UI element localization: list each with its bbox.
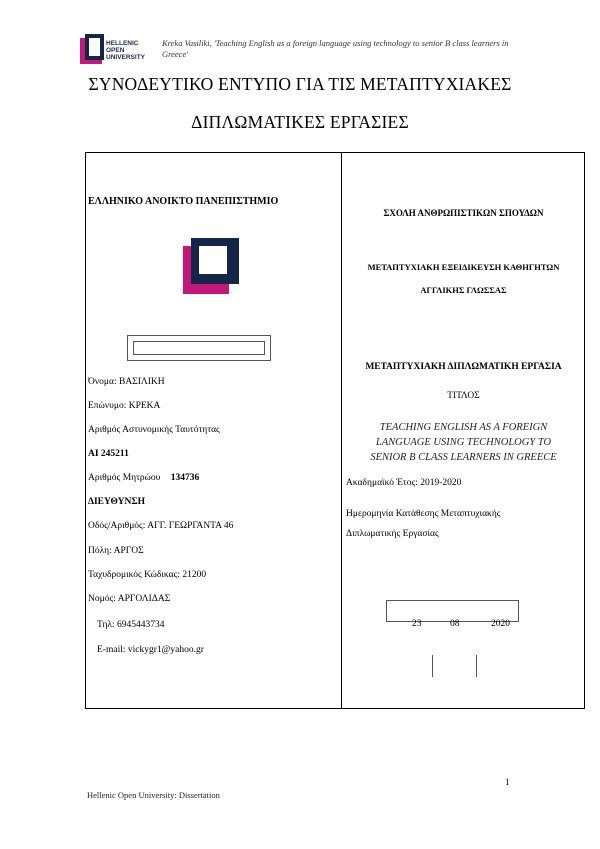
city-field: Πόλη: ΑΡΓΟΣ	[88, 546, 144, 556]
page-number: 1	[505, 777, 510, 787]
date-separator-right	[476, 655, 477, 677]
phone-field: Τηλ: 6945443734	[97, 620, 165, 630]
academic-year: Ακαδημαϊκό Έτος: 2019-2020	[346, 478, 462, 488]
address-heading: ΔΙΕΥΘΥΝΣΗ	[88, 497, 145, 507]
date-separator-left	[432, 655, 433, 677]
date-month: 08	[450, 619, 460, 629]
thesis-title-line-3: SENIOR B CLASS LEARNERS IN GREECE	[370, 452, 557, 463]
surname-field: Επώνυμο: ΚΡΕΚΑ	[88, 401, 161, 411]
page-title-line-2: ΔΙΠΛΩΜΑΤΙΚΕΣ ΕΡΓΑΣΙΕΣ	[191, 112, 409, 132]
registry-number	[88, 473, 199, 483]
name-field: Όνομα: ΒΑΣΙΛΙΚΗ	[88, 377, 165, 387]
registry-label: Αριθμός Μητρώου	[88, 473, 161, 483]
hou-logo	[80, 34, 154, 72]
id-label: Αριθμός Αστυνομικής Ταυτότητας	[88, 425, 220, 435]
thesis-heading: ΜΕΤΑΠΤΥΧΙΑΚΗ ΔΙΠΛΩΜΑΤΙΚΗ ΕΡΓΑΣΙΑ	[365, 362, 562, 372]
page-title-line-1: ΣΥΝΟΔΕΥΤΙΚΟ ΕΝΤΥΠΟ ΓΙΑ ΤΙΣ ΜΕΤΑΠΤΥΧΙΑΚΕΣ	[88, 74, 512, 94]
id-value: ΑΙ 245211	[88, 449, 129, 459]
thesis-title-line-1: TEACHING ENGLISH AS A FOREIGN	[379, 422, 548, 433]
thesis-title	[342, 420, 585, 465]
hou-logo-mark-icon	[80, 34, 104, 66]
registry-value: 134736	[170, 473, 200, 483]
postal-code-field: Ταχυδρομικός Κώδικας: 21200	[88, 570, 207, 580]
street-field: Οδός/Αριθμός: ΑΓΓ. ΓΕΩΡΓΑΝΤΑ 46	[88, 521, 234, 531]
university-name: ΕΛΛΗΝΙΚΟ ΑΝΟΙΚΤΟ ΠΑΝΕΠΙΣΤΗΜΙΟ	[88, 196, 279, 207]
university-logo-icon	[183, 238, 239, 294]
thesis-title-line-2: LANGUAGE USING TECHNOLOGY TO	[375, 437, 552, 448]
submission-label-line-1: Ημερομηνία Κατάθεσης Μεταπτυχιακής	[346, 509, 501, 519]
school-name: ΣΧΟΛΗ ΑΝΘΡΩΠΙΣΤΙΚΩΝ ΣΠΟΥΔΩΝ	[383, 208, 544, 218]
email-field: E-mail: vickygr1@yahoo.gr	[97, 645, 204, 655]
photo-box-inner	[133, 341, 265, 355]
page-footer: Hellenic Open University: Dissertation	[87, 790, 220, 800]
prefecture-field: Νομός: ΑΡΓΟΛΙΔΑΣ	[88, 594, 171, 604]
hou-logo-text: HELLENIC OPEN UNIVERSITY	[106, 40, 146, 61]
header-citation: Kreka Vasiliki, 'Teaching English as a foreign language using technology to senior B class learners in Greece'	[162, 38, 509, 59]
submission-label-line-2: Διπλωματικής Εργασίας	[346, 529, 439, 539]
date-day: 23	[412, 619, 422, 629]
specialization-line-2: ΑΓΓΛΙΚΗΣ ΓΛΩΣΣΑΣ	[420, 285, 507, 295]
specialization-line-1: ΜΕΤΑΠΤΥΧΙΑΚΗ ΕΞΕΙΔΙΚΕΥΣΗ ΚΑΘΗΓΗΤΩΝ	[367, 262, 560, 272]
title-label: ΤΙΤΛΟΣ	[447, 391, 480, 401]
date-year: 2020	[491, 619, 510, 629]
